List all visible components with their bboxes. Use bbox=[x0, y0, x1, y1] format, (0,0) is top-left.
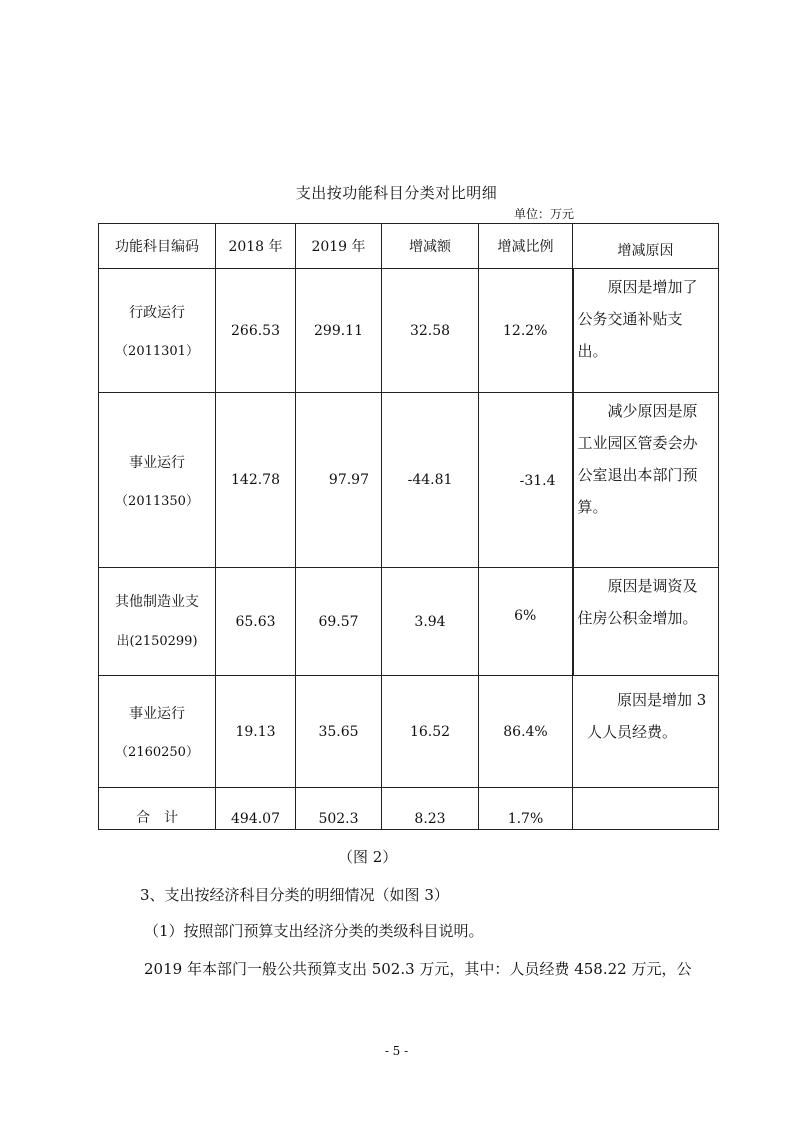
row-subject bbox=[99, 568, 216, 676]
subject-name: 事业运行 bbox=[129, 706, 185, 722]
total-reason bbox=[573, 788, 719, 830]
subject-code: （2011301） bbox=[115, 344, 199, 359]
subject-code: （2011350） bbox=[115, 493, 199, 509]
unit-label: 单位：万元 bbox=[514, 207, 575, 221]
section-heading: 3、支出按经济科目分类的明细情况（如图 3） bbox=[140, 886, 449, 904]
subject-name: 其他制造业支 bbox=[115, 593, 199, 610]
header-diff: 增减额 bbox=[382, 224, 479, 269]
cell-ratio: 12.2% bbox=[479, 269, 573, 393]
page-number: - 5 - bbox=[384, 1044, 409, 1058]
table-row bbox=[99, 676, 719, 788]
row-subject bbox=[99, 676, 216, 788]
total-2018: 494.07 bbox=[216, 788, 296, 830]
cell-ratio: 6% bbox=[479, 568, 573, 676]
cell-ratio: 86.4% bbox=[479, 676, 573, 788]
header-reason: 增减原因 bbox=[573, 224, 719, 269]
cell-ratio: -31.4 bbox=[479, 393, 573, 568]
row-subject bbox=[99, 393, 216, 568]
reason-text: 原因是调资及住房公积金增加。 bbox=[577, 577, 698, 627]
cell-2019: 97.97 bbox=[296, 393, 382, 568]
subsection-heading: （1）按照部门预算支出经济分类的类级科目说明。 bbox=[144, 922, 484, 940]
cell-reason bbox=[573, 393, 719, 568]
header-ratio: 增减比例 bbox=[479, 224, 573, 269]
table-header-row bbox=[99, 224, 719, 269]
subject-name: 行政运行 bbox=[129, 305, 185, 321]
cell-reason bbox=[573, 676, 719, 788]
cell-2018: 142.78 bbox=[216, 393, 296, 568]
table-row bbox=[99, 393, 719, 568]
subject-code: 出(2150299) bbox=[116, 633, 198, 649]
table-total-row bbox=[99, 788, 719, 830]
reason-text: 原因是增加了公务交通补贴支出。 bbox=[577, 278, 698, 360]
cell-2019: 299.11 bbox=[296, 269, 382, 393]
cell-diff: 16.52 bbox=[382, 676, 479, 788]
total-2019: 502.3 bbox=[296, 788, 382, 830]
figure-caption: （图 2） bbox=[338, 848, 398, 866]
total-label: 合 计 bbox=[99, 788, 216, 830]
subject-code: （2160250） bbox=[115, 745, 199, 760]
cell-2019: 69.57 bbox=[296, 568, 382, 676]
table-row bbox=[99, 568, 719, 676]
table-row bbox=[99, 269, 719, 393]
cell-reason bbox=[573, 269, 719, 393]
table-title: 支出按功能科目分类对比明细 bbox=[295, 184, 498, 202]
cell-reason bbox=[573, 568, 719, 676]
cell-diff: -44.81 bbox=[382, 393, 479, 568]
total-diff: 8.23 bbox=[382, 788, 479, 830]
header-2019: 2019 年 bbox=[296, 224, 382, 269]
cell-diff: 3.94 bbox=[382, 568, 479, 676]
cell-2018: 19.13 bbox=[216, 676, 296, 788]
cell-2018: 65.63 bbox=[216, 568, 296, 676]
total-ratio: 1.7% bbox=[479, 788, 573, 830]
header-code: 功能科目编码 bbox=[99, 224, 216, 269]
reason-text: 原因是增加 3 人人员经费。 bbox=[587, 691, 707, 741]
expenditure-table bbox=[98, 223, 719, 830]
subject-name: 事业运行 bbox=[129, 454, 185, 471]
header-2018: 2018 年 bbox=[216, 224, 296, 269]
row-subject bbox=[99, 269, 216, 393]
cell-2018: 266.53 bbox=[216, 269, 296, 393]
cell-diff: 32.58 bbox=[382, 269, 479, 393]
cell-2019: 35.65 bbox=[296, 676, 382, 788]
body-paragraph: 2019 年本部门一般公共预算支出 502.3 万元，其中：人员经费 458.22 万元，公 bbox=[144, 960, 692, 978]
reason-text: 减少原因是原工业园区管委会办公室退出本部门预算。 bbox=[577, 402, 698, 516]
